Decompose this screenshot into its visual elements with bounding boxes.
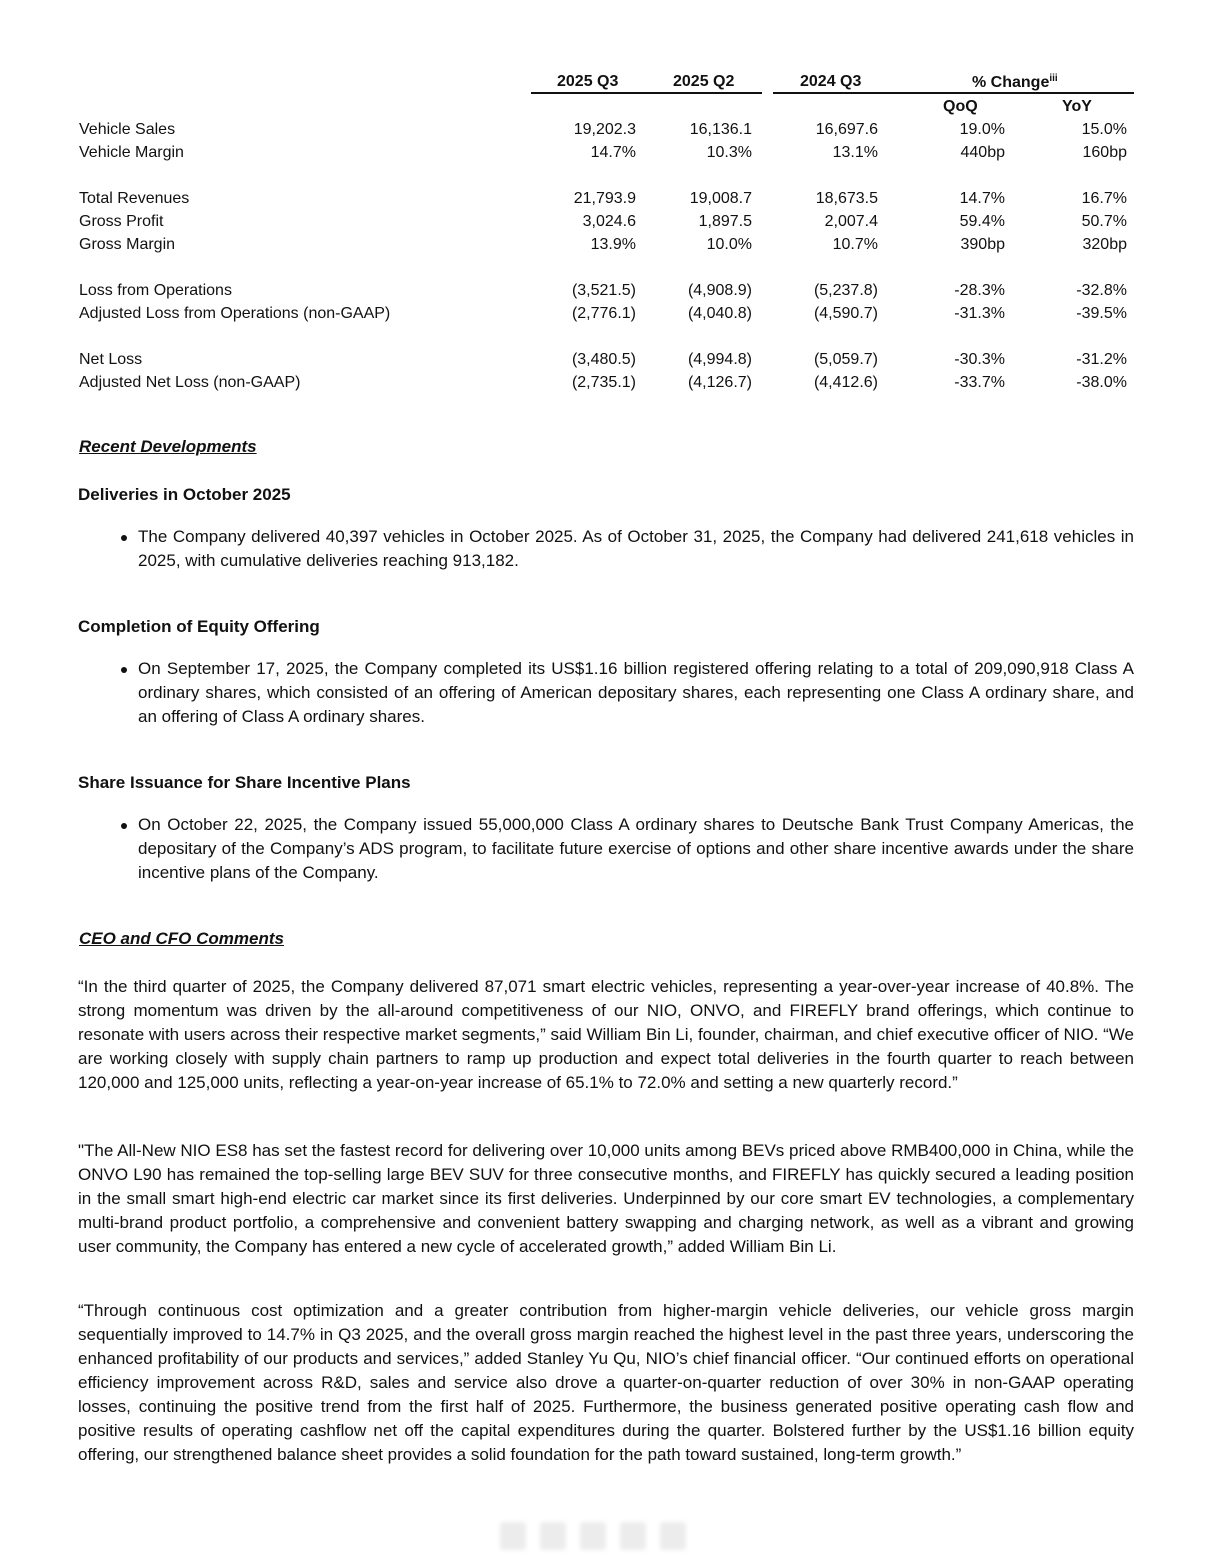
cell-2024-q3: 13.1%: [832, 144, 878, 161]
table-row: [0, 213, 1208, 236]
deliveries-october-bullet: The Company delivered 40,397 vehicles in October 2025. As of October 31, 2025, the Company had delivered 241,618 vehicles in 2025, with cumulative deliveries reaching 913,182.: [138, 525, 1134, 573]
cell-yoy: -38.0%: [1076, 374, 1127, 391]
column-header-2024-q3: 2024 Q3: [800, 73, 862, 90]
cell-qoq: 14.7%: [959, 190, 1005, 207]
cell-yoy: -31.2%: [1076, 351, 1127, 368]
ceo-cfo-comments-heading: CEO and CFO Comments: [79, 929, 284, 948]
table-row: [0, 282, 1208, 305]
bullet-icon: [121, 823, 127, 829]
cell-2025-q2: (4,040.8): [687, 305, 752, 322]
row-label: Gross Profit: [79, 213, 164, 230]
cell-qoq: -28.3%: [954, 282, 1005, 299]
row-label: Loss from Operations: [79, 282, 232, 299]
row-label: Adjusted Net Loss (non-GAAP): [79, 374, 301, 391]
cell-qoq: 59.4%: [959, 213, 1005, 230]
row-label: Net Loss: [79, 351, 143, 368]
cell-yoy: 50.7%: [1081, 213, 1127, 230]
row-label: Adjusted Loss from Operations (non-GAAP): [79, 305, 391, 322]
footnote-marker: iii: [1049, 73, 1058, 84]
cell-2025-q2: 1,897.5: [698, 213, 752, 230]
cell-2025-q3: 14.7%: [590, 144, 636, 161]
cell-2025-q3: (3,521.5): [571, 282, 636, 299]
ceo-comment-paragraph-2: "The All-New NIO ES8 has set the fastest record for delivering over 10,000 units among BEVs priced above RMB400,000 in China, while the ONVO L90 has remained the top-selling large BEV SUV for three consecutive months, and FIREFLY has quickly secured a leading position in the small smart high-end electric car market since its first deliveries. Underpinned by our core smart EV technologies, a complementary multi-brand product portfolio, a comprehensive and convenient battery swapping and charging network, as well as a vibrant and growing user community, the Company has entered a new cycle of accelerated growth,” added William Bin Li.: [78, 1141, 1134, 1256]
equity-offering-bullet: On September 17, 2025, the Company completed its US$1.16 billion registered offering relating to a total of 209,090,918 Class A ordinary shares, which consisted of an offering of American depositary shares, each representing one Class A ordinary share, and an offering of Class A ordinary shares.: [138, 657, 1134, 729]
cell-qoq: -33.7%: [954, 374, 1005, 391]
equity-offering-heading: Completion of Equity Offering: [78, 617, 320, 636]
cell-2024-q3: (4,590.7): [813, 305, 878, 322]
column-header-pct-change: % Change$^{iii}$: [972, 73, 1058, 91]
row-label: Vehicle Margin: [79, 144, 184, 161]
cell-2025-q3: (2,776.1): [571, 305, 636, 322]
row-label: Gross Margin: [79, 236, 176, 253]
cell-yoy: 160bp: [1082, 144, 1127, 161]
table-row: [0, 144, 1208, 167]
cell-qoq: -30.3%: [954, 351, 1005, 368]
cell-qoq: 19.0%: [959, 121, 1005, 138]
table-row: [0, 236, 1208, 259]
cell-qoq: 440bp: [960, 144, 1005, 161]
cell-2024-q3: 18,673.5: [815, 190, 878, 207]
cell-2024-q3: 2,007.4: [824, 213, 878, 230]
cell-2025-q2: (4,908.9): [687, 282, 752, 299]
ceo-comment-paragraph-1: “In the third quarter of 2025, the Company delivered 87,071 smart electric vehicles, representing a year-over-year increase of 40.8%. The strong momentum was driven by the all-around competitiveness of our NIO, ONVO, and FIREFLY brand offerings, which continue to resonate with users across their respective market segments,” said William Bin Li, founder, chairman, and chief executive officer of NIO. “We are working closely with supply chain partners to ramp up production and expect total deliveries in the fourth quarter to reach between 120,000 and 125,000 units, reflecting a year-on-year increase of 65.1% to 72.0% and setting a new quarterly record.”: [78, 977, 1134, 1092]
cell-yoy: 15.0%: [1081, 121, 1127, 138]
cell-2025-q2: (4,994.8): [687, 351, 752, 368]
cell-2024-q3: 16,697.6: [815, 121, 878, 138]
share-issuance-bullet: On October 22, 2025, the Company issued 55,000,000 Class A ordinary shares to Deutsche Bank Trust Company Americas, the depositary of the Company’s ADS program, to facilitate future exercise of options and other share incentive awards under the share incentive plans of the Company.: [138, 813, 1134, 885]
table-row: [0, 351, 1208, 374]
cell-2025-q3: 13.9%: [590, 236, 636, 253]
cell-2024-q3: (5,059.7): [813, 351, 878, 368]
recent-developments-heading: Recent Developments: [79, 437, 257, 456]
column-header-yoy: YoY: [1062, 98, 1092, 115]
cell-qoq: 390bp: [960, 236, 1005, 253]
column-header-2025-q2: 2025 Q2: [673, 73, 735, 90]
cell-2025-q2: (4,126.7): [687, 374, 752, 391]
cell-yoy: 16.7%: [1081, 190, 1127, 207]
deliveries-october-heading: Deliveries in October 2025: [78, 485, 291, 504]
column-header-2025-q3: 2025 Q3: [557, 73, 619, 90]
cell-2025-q3: (3,480.5): [571, 351, 636, 368]
watermark-logo: [500, 1518, 715, 1554]
header-underline-comparison: [773, 92, 1134, 94]
cell-2025-q2: 16,136.1: [689, 121, 752, 138]
cell-yoy: -39.5%: [1076, 305, 1127, 322]
row-label: Total Revenues: [79, 190, 190, 207]
cell-2024-q3: 10.7%: [832, 236, 878, 253]
row-label: Vehicle Sales: [79, 121, 176, 138]
cell-2025-q3: 19,202.3: [573, 121, 636, 138]
share-issuance-heading: Share Issuance for Share Incentive Plans: [78, 773, 411, 792]
cell-yoy: 320bp: [1082, 236, 1127, 253]
cell-yoy: -32.8%: [1076, 282, 1127, 299]
cell-2025-q3: (2,735.1): [571, 374, 636, 391]
bullet-icon: [121, 667, 127, 673]
cell-2025-q3: 21,793.9: [573, 190, 636, 207]
cell-2025-q2: 19,008.7: [689, 190, 752, 207]
cell-2025-q3: 3,024.6: [582, 213, 636, 230]
cell-2025-q2: 10.3%: [706, 144, 752, 161]
table-row: [0, 305, 1208, 328]
bullet-icon: [121, 535, 127, 541]
cell-2025-q2: 10.0%: [706, 236, 752, 253]
table-row: [0, 121, 1208, 144]
cell-2024-q3: (4,412.6): [813, 374, 878, 391]
cfo-comment-paragraph: “Through continuous cost optimization and a greater contribution from higher-margin vehicle deliveries, our vehicle gross margin sequentially improved to 14.7% in Q3 2025, and the overall gross margin reached the highest level in the past three years, underscoring the enhanced profitability of our products and services,” added Stanley Yu Qu, NIO’s chief financial officer. “Our continued efforts on operational efficiency improvement across R&D, sales and service also drove a quarter-on-quarter reduction of over 30% in non-GAAP operating losses, continuing the positive trend from the first half of 2025. Furthermore, the business generated positive operating cash flow and positive results of operating cashflow net off the capital expenditures during the quarter. Bolstered further by the US$1.16 billion equity offering, our strengthened balance sheet provides a solid foundation for the path toward sustained, long-term growth.”: [78, 1301, 1134, 1464]
header-underline-current: [531, 92, 762, 94]
cell-qoq: -31.3%: [954, 305, 1005, 322]
cell-2024-q3: (5,237.8): [813, 282, 878, 299]
table-row: [0, 190, 1208, 213]
column-header-qoq: QoQ: [943, 98, 978, 115]
table-row: [0, 374, 1208, 397]
